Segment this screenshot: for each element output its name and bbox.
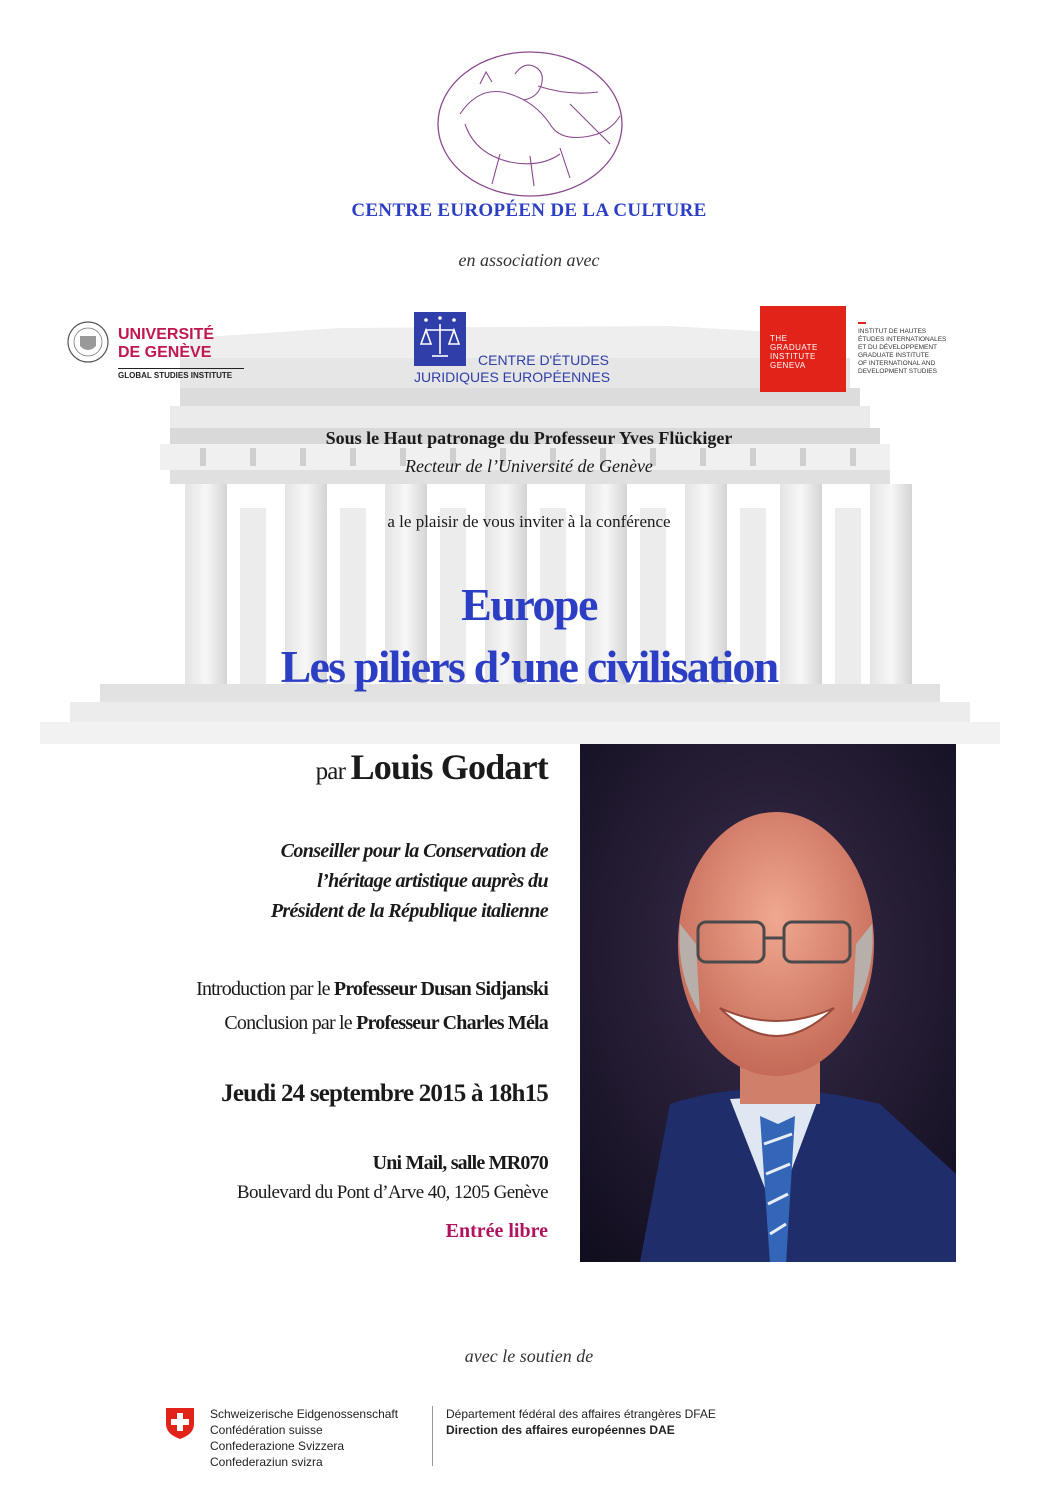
- speaker-role: [271, 836, 548, 926]
- ceje-logo: [412, 312, 622, 394]
- conference-title-line1: Europe: [461, 579, 597, 630]
- unige-subtitle: GLOBAL STUDIES INSTITUTE: [118, 368, 244, 380]
- support-text: avec le soutien de: [464, 1346, 594, 1366]
- confederation-name: Schweizerische Eidgenossenschaft: [210, 1407, 399, 1421]
- concl-prefix: Conclusion par le: [224, 1012, 357, 1034]
- confederation-name: Confederazione Svizzera: [210, 1439, 345, 1453]
- intro-name: Professeur Dusan Sidjanski: [333, 978, 548, 1000]
- footer-divider: [432, 1406, 433, 1466]
- association-text: en association avec: [458, 250, 600, 270]
- europa-bull-emblem-icon: [420, 44, 640, 204]
- graduate-logo-text: THE GRADUATE INSTITUTE GENEVA: [770, 334, 818, 370]
- concl-name: Professeur Charles Méla: [356, 1012, 548, 1034]
- invitation-line: a le plaisir de vous inviter à la conférence: [387, 512, 671, 531]
- unige-logo: [66, 318, 246, 384]
- confederation-name: Confédération suisse: [210, 1423, 323, 1437]
- speaker-role-line: l’héritage artistique auprès du: [317, 870, 548, 892]
- speaker-name: Louis Godart: [350, 747, 548, 787]
- speaker-photo: [580, 744, 956, 1262]
- conclusion-line: [224, 1012, 548, 1035]
- unige-name-line1: UNIVERSITÉ: [118, 326, 215, 343]
- graduate-side-text: INSTITUT DE HAUTES ÉTUDES INTERNATIONALES ET DU DÉVELOPPEMENT GRADUATE INSTITUTE OF INTERNATIONAL AND DEVELOPMENT STUDIES: [858, 328, 947, 375]
- patronage-role: Recteur de l’Université de Genève: [405, 456, 653, 476]
- confederation-name: Confederaziun svizra: [210, 1455, 323, 1469]
- patronage-line: Sous le Haut patronage du Professeur Yves Flückiger: [325, 428, 733, 448]
- ceje-name-line1: CENTRE D'ÉTUDES: [478, 352, 610, 368]
- event-venue: Uni Mail, salle MR070: [372, 1152, 548, 1174]
- intro-prefix: Introduction par le: [196, 978, 334, 1000]
- speaker-line: [316, 746, 548, 788]
- unige-name-line2: DE GENÈVE: [118, 344, 212, 361]
- speaker-role-line: Président de la République italienne: [270, 900, 548, 922]
- graduate-institute-logo: [760, 306, 960, 396]
- dfae-line1: Département fédéral des affaires étrangères DFAE: [446, 1407, 716, 1421]
- dfae-line2: Direction des affaires européennes DAE: [446, 1423, 675, 1437]
- ceje-name-line2: JURIDIQUES EUROPÉENNES: [414, 369, 611, 385]
- speaker-role-line: Conseiller pour la Conservation de: [280, 840, 548, 862]
- graduate-dash: [858, 322, 866, 324]
- swiss-shield-icon: [164, 1406, 196, 1440]
- entry-info: Entrée libre: [445, 1220, 548, 1242]
- organizer-title: CENTRE EUROPÉEN DE LA CULTURE: [351, 200, 707, 221]
- swiss-confederation-names: [210, 1406, 398, 1470]
- speaker-prefix: par: [315, 758, 351, 785]
- unige-seal-icon: [66, 320, 110, 364]
- conference-title-line2: Les piliers d’une civilisation: [280, 641, 778, 692]
- event-address: Boulevard du Pont d’Arve 40, 1205 Genève: [236, 1182, 548, 1203]
- dfae-text: [446, 1406, 716, 1438]
- event-date: Jeudi 24 septembre 2015 à 18h15: [221, 1080, 548, 1107]
- introduction-line: [196, 978, 548, 1001]
